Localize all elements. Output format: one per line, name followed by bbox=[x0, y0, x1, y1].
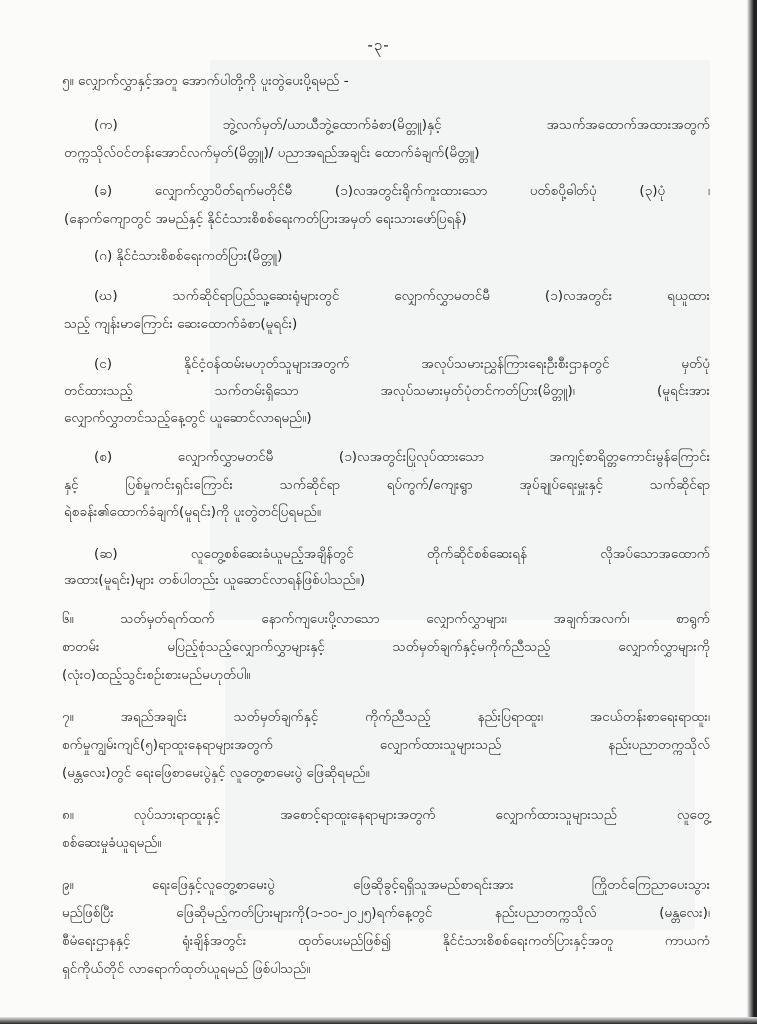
section-6-line: ၆။ သတ်မှတ်ရက်ထက် နောက်ကျပေးပို့လာသော လျှောက်လွှာများ၊ အချက်အလက်၊ စာရွက် bbox=[62, 611, 710, 627]
item-nga-line: တင်ထားသည့် သက်တမ်းရှိသော အလုပ်သမားမှတ်ပုံတင်ကတ်ပြား(မိတ္တူ)၊ (မူရင်းအား bbox=[64, 383, 710, 399]
section-8-line: ၈။ လုပ်သားရာထူးနှင့် အစောင့်ရာထူးနေရာများအတွက် လျှောက်ထားသူများသည် လူတွေ့ bbox=[62, 807, 710, 823]
section-9-line: မည်ဖြစ်ပြီး ဖြေဆိုမည့်ကတ်ပြားများကို(၁-၁၀-၂၀၂၅)ရက်နေ့တွင် နည်းပညာတက္ကသိုလ် (မန္တလေး)၊ bbox=[62, 905, 710, 921]
item-sa-line: နှင့် ပြစ်မှုကင်းရှင်းကြောင်း သက်ဆိုင်ရာ ရပ်ကွက်/ကျေးရွာ အုပ်ချုပ်ရေးမှူးနှင့် သက်ဆိုင်ရာ bbox=[64, 477, 710, 493]
section-5-heading: ၅။ လျှောက်လွှာနှင့်အတူ အောက်ပါတို့ကို ပူးတွဲပေးပို့ရမည် - bbox=[62, 73, 349, 89]
item-sa-line: ရဲစခန်း၏ထောက်ခံချက်(မူရင်း)ကို ပူးတွဲတင်ပြရမည်။ bbox=[64, 504, 321, 520]
item-kha-line: (ခ) လျှောက်လွှာပိတ်ရက်မတိုင်မီ (၁)လအတွင်းရိုက်ကူးထားသော ပတ်စပို့ဓါတ်ပုံ (၃)ပုံ ၊ bbox=[94, 183, 710, 199]
section-7-line: စက်မှုကျွမ်းကျင်(၅)ရာထူးနေရာများအတွက် လျှောက်ထားသူများသည် နည်းပညာတက္ကသိုလ် bbox=[62, 737, 710, 753]
item-gha-line: သည့် ကျန်းမာကြောင်း ဆေးထောက်ခံစာ(မူရင်း) bbox=[64, 316, 298, 332]
item-nga-line: (င) နိုင်ငံ့ဝန်ထမ်းမဟုတ်သူများအတွက် အလုပ်သမားညွှန်ကြားရေးဦးစီးဌာနတွင် မှတ်ပုံ bbox=[94, 356, 710, 372]
item-ka-line: (က) ဘွဲ့လက်မှတ်/ယာယီဘွဲ့ထောက်ခံစာ(မိတ္တူ)နှင့် အသက်အထောက်အထားအတွက် bbox=[94, 117, 710, 133]
item-ga-line: (ဂ) နိုင်ငံသားစိစစ်ရေးကတ်ပြား(မိတ္တူ) bbox=[94, 248, 283, 264]
section-9-line: ၉။ ရေးဖြေနှင့်လူတွေ့စာမေးပွဲ ဖြေဆိုခွင့်ရရှိသူအမည်စာရင်းအား ကြိုတင်ကြေညာပေးသွား bbox=[62, 877, 710, 893]
item-ka-line: တက္ကသိုလ်ဝင်တန်းအောင်လက်မှတ်(မိတ္တူ)/ ပညာအရည်အချင်း ထောက်ခံချက်(မိတ္တူ) bbox=[64, 145, 480, 161]
item-hsa-line: အထား(မူရင်း)များ တစ်ပါတည်း ယူဆောင်လာရန်ဖြစ်ပါသည်။) bbox=[64, 572, 366, 588]
item-gha-line: (ဃ) သက်ဆိုင်ရာပြည်သူ့ဆေးရုံများတွင် လျှောက်လွှာမတင်မီ (၁)လအတွင်း ရယူထား bbox=[94, 288, 710, 304]
page-number: -၃- bbox=[367, 36, 390, 54]
section-9-line: ရှင်ကိုယ်တိုင် လာရောက်ထုတ်ယူရမည် ဖြစ်ပါသည်။ bbox=[62, 961, 311, 977]
item-hsa-line: (ဆ) လူတွေ့စစ်ဆေးခံယူမည့်အချိန်တွင် တိုက်ဆိုင်စစ်ဆေးရန် လိုအပ်သောအထောက် bbox=[94, 546, 710, 562]
section-8-line: စစ်ဆေးမှုခံယူရမည်။ bbox=[62, 835, 162, 851]
scan-edge-right bbox=[747, 0, 757, 1024]
item-kha-line: (နောက်ကျောတွင် အမည်နှင့် နိုင်ငံသားစိစစ်ရေးကတ်ပြားအမှတ် ရေးသားဖော်ပြရန်) bbox=[64, 211, 467, 227]
section-7-line: ၇။ အရည်အချင်း သတ်မှတ်ချက်နှင့် ကိုက်ညီသည့် နည်းပြရာထူး၊ အငယ်တန်းစာရေးရာထူး၊ bbox=[62, 709, 710, 725]
section-7-line: (မန္တလေး)တွင် ရေးဖြေစာမေးပွဲနှင့် လူတွေ့စာမေးပွဲ ဖြေဆိုရမည်။ bbox=[62, 765, 370, 781]
section-6-line: စာတမ်း မပြည့်စုံသည့်လျှောက်လွှာများနှင့် သတ်မှတ်ချက်နှင့်မကိုက်ညီသည့် လျှောက်လွှာများကို bbox=[62, 639, 710, 655]
section-9-line: စီမံရေးဌာနနှင့် ရုံးချိန်အတွင်း ထုတ်ပေးမည်ဖြစ်၍ နိုင်ငံသားစိစစ်ရေးကတ်ပြားနှင့်အတူ ကာယကံ bbox=[62, 933, 710, 949]
item-sa-line: (စ) လျှောက်လွှာမတင်မီ (၁)လအတွင်းပြုလုပ်ထားသော အကျင့်စာရိတ္တကောင်းမွန်ကြောင်း bbox=[94, 449, 710, 465]
scan-edge-bottom bbox=[0, 1017, 757, 1024]
item-nga-line: လျှောက်လွှာတင်သည့်နေ့တွင် ယူဆောင်လာရမည်။) bbox=[64, 410, 312, 426]
section-6-line: (လုံးဝ)ထည့်သွင်းစဉ်းစားမည်မဟုတ်ပါ။ bbox=[62, 667, 251, 683]
